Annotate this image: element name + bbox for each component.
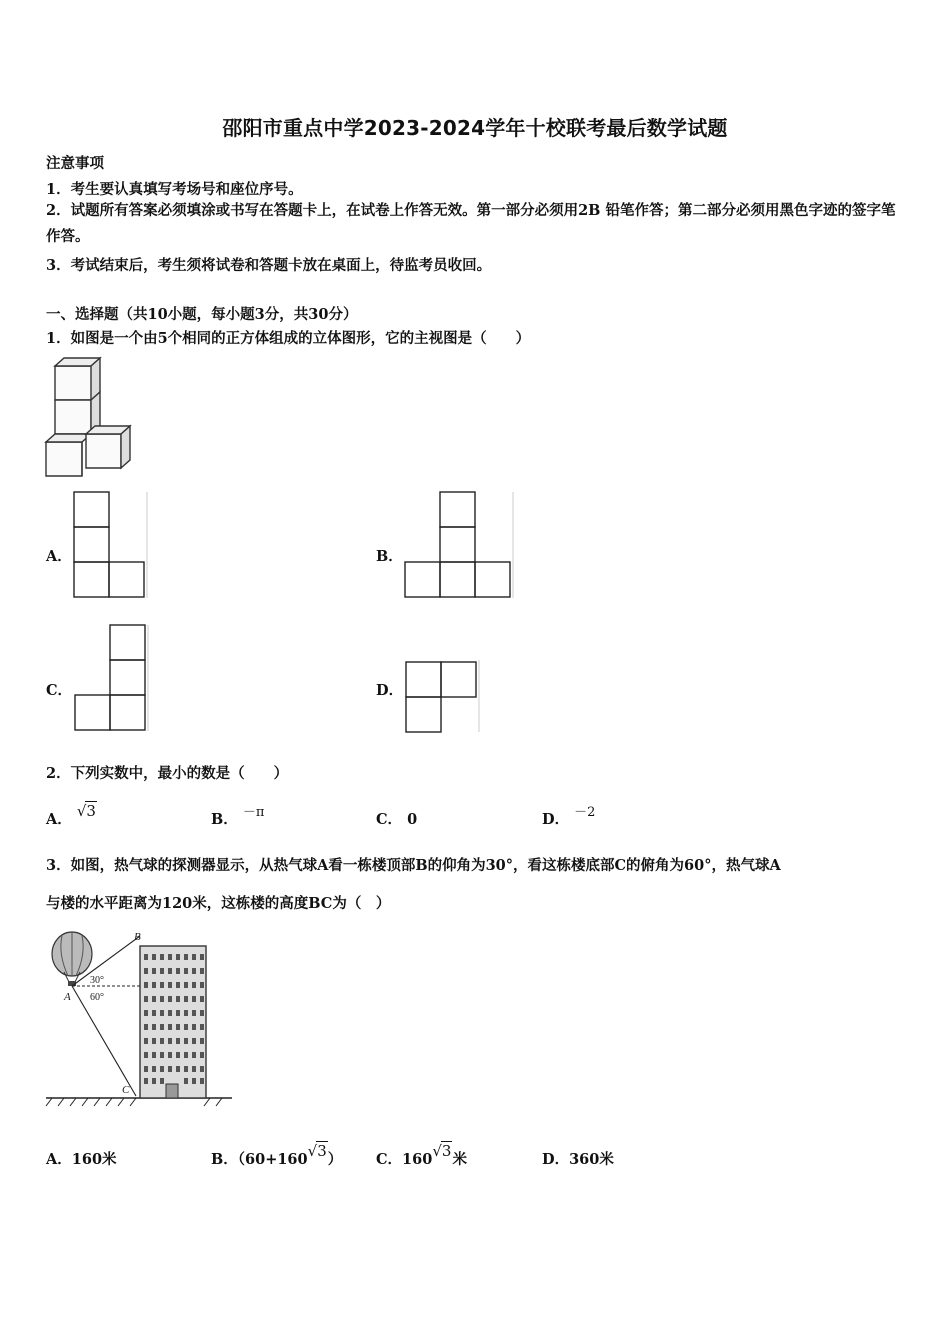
q3-option-c-pre: 160 [402,1151,433,1168]
section-heading: 一、选择题（共10小题，每小题3分，共30分） [46,306,358,323]
q2-option-c [376,808,417,829]
q3-stem-line2: 与楼的水平距离为120米，这栋楼的高度BC为（ ） [46,895,391,912]
q1-option-c-figure [73,625,149,733]
q2-option-c-label: C． [376,811,403,828]
q3-angle-30: 30° [90,975,104,986]
q1-stem: 1．如图是一个由5个相同的正方体组成的立体图形，它的主视图是（ ） [46,330,531,347]
q2-option-b-value: －π [242,805,265,820]
q1-option-b-figure [403,492,515,600]
notice-heading: 注意事项 [46,155,104,172]
notice-item-1: 1．考生要认真填写考场号和座位序号。 [46,181,303,198]
q3-option-b-radicand: 3 [317,1142,327,1160]
q2-option-b [211,805,265,829]
q1-option-b-label: B． [376,548,403,565]
q3-option-d [542,1148,614,1169]
q3-option-b-post: ） [327,1151,343,1168]
q3-option-c [376,1142,467,1169]
q2-option-d-label: D． [542,811,570,828]
q2-option-a-label: A． [46,811,72,828]
q3-option-a-text: 160米 [71,1151,117,1168]
q2-option-b-label: B． [211,811,238,828]
q2-option-d [542,805,596,829]
q1-option-c-label: C． [46,682,73,699]
q3-option-c-sqrt: √3 [432,1142,452,1160]
notice-item-3: 3．考试结束后，考生须将试卷和答题卡放在桌面上，待监考员收回。 [46,257,492,274]
q3-option-c-label: C． [376,1151,403,1168]
q1-option-d-label: D． [376,682,404,699]
q2-option-a-value: √3 [76,802,96,820]
q1-solid-figure [44,358,136,480]
q3-option-b-label: B． [211,1151,238,1168]
q2-option-a-radicand: 3 [86,802,96,820]
q3-option-b [211,1142,343,1169]
q3-figure-label-a: A [64,991,71,1003]
q3-figure-label-b: B [134,931,141,943]
q2-option-c-value: 0 [407,811,418,828]
q3-angle-60: 60° [90,992,104,1003]
q2-option-a [46,802,97,829]
q3-stem-line1: 3．如图，热气球的探测器显示，从热气球A看一栋楼顶部B的仰角为30°，看这栋楼底部C的俯角为60°，热气球A [46,857,781,874]
q3-balloon-building-figure [44,928,234,1110]
q3-option-b-pre: （60+160 [237,1151,308,1168]
q1-option-a-figure [72,492,148,600]
q2-stem: 2．下列实数中，最小的数是（ ） [46,765,289,782]
notice-item-2: 2．试题所有答案必须填涂或书写在答题卡上，在试卷上作答无效。第一部分必须用2B 铅笔作答；第二部分必须用黑色字迹的签字笔作答。 [46,202,896,245]
q3-option-c-post: 米 [452,1151,467,1168]
q1-option-a-label: A． [46,548,72,565]
q3-option-c-radicand: 3 [441,1142,452,1160]
q2-option-d-value: －2 [574,805,596,820]
page-title: 邵阳市重点中学2023-2024学年十校联考最后数学试题 [222,116,728,140]
q3-option-a [46,1148,117,1169]
q3-option-b-sqrt: √3 [307,1142,327,1160]
q3-option-d-text: 360米 [569,1151,614,1168]
q3-option-a-label: A． [46,1151,72,1168]
q3-figure-label-c: C [122,1084,130,1096]
q3-option-d-label: D． [542,1151,570,1168]
q1-option-d-figure [404,660,480,734]
